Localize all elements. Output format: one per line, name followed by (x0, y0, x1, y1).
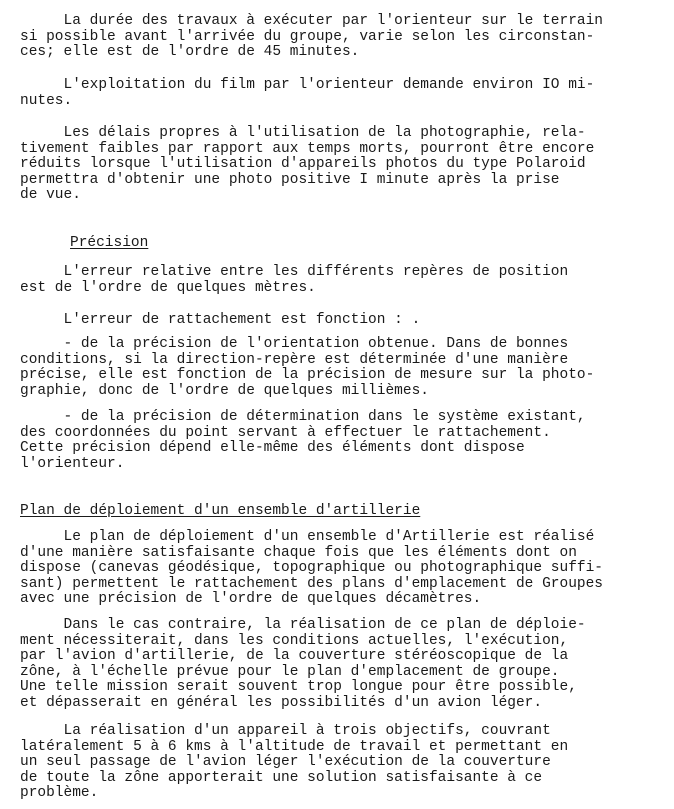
heading-precision: Précision (70, 235, 149, 251)
paragraph-erreur-relative: L'erreur relative entre les différents repères de position est de l'ordre de quelques mètres. (20, 264, 569, 296)
paragraph-precision-orientation: - de la précision de l'orientation obtenue. Dans de bonnes conditions, si la direction-repère est déterminée d'une manière précise, elle est fonction de la précision de mesure sur la photo- graphie, donc de l'ordre de quelques millièmes. (20, 336, 595, 399)
paragraph-exploitation-film: L'exploitation du film par l'orienteur demande environ IO mi- nutes. (20, 77, 595, 109)
paragraph-appareil-trois-objectifs: La réalisation d'un appareil à trois objectifs, couvrant latéralement 5 à 6 kms à l'altitude de travail et permettant en un seul passage de l'avion léger l'exécution de la couverture de toute la zône apporterait une solution satisfaisante à ce problème. (20, 723, 569, 801)
heading-plan-deploiement: Plan de déploiement d'un ensemble d'artillerie (20, 503, 421, 519)
paragraph-duree-travaux: La durée des travaux à exécuter par l'orienteur sur le terrain si possible avant l'arrivée du groupe, varie selon les circonstan- ces; elle est de l'ordre de 45 minutes. (20, 13, 603, 60)
paragraph-delais-photographie: Les délais propres à l'utilisation de la photographie, rela- tivement faibles par rapport aux temps morts, pourront être encore réduits lorsque l'utilisation d'appareils photos du type Polaroid permettra d'obtenir une photo positive I minute après la prise de vue. (20, 125, 595, 203)
paragraph-cas-contraire: Dans le cas contraire, la réalisation de ce plan de déploie- ment nécessiterait, dans les conditions actuelles, l'exécution, par l'avion d'artillerie, de la couverture stéréoscopique de la zône, à l'échelle prévue pour le plan d'emplacement de groupe. Une telle mission serait souvent trop longue pour être possible, et dépasserait en général les possibilités d'un avion léger. (20, 617, 586, 711)
paragraph-erreur-rattachement: L'erreur de rattachement est fonction : . (20, 312, 421, 328)
paragraph-plan-artillerie: Le plan de déploiement d'un ensemble d'Artillerie est réalisé d'une manière satisfaisante chaque fois que les éléments dont on dispose (canevas géodésique, topographique ou photographique suffi- sant) permettent le rattachement des plans d'emplacement de Groupes avec une précision de l'ordre de quelques décamètres. (20, 529, 603, 607)
paragraph-precision-determination: - de la précision de détermination dans le système existant, des coordonnées du point servant à effectuer le rattachement. Cette précision dépend elle-même des éléments dont dispose l'orienteur. (20, 409, 586, 472)
